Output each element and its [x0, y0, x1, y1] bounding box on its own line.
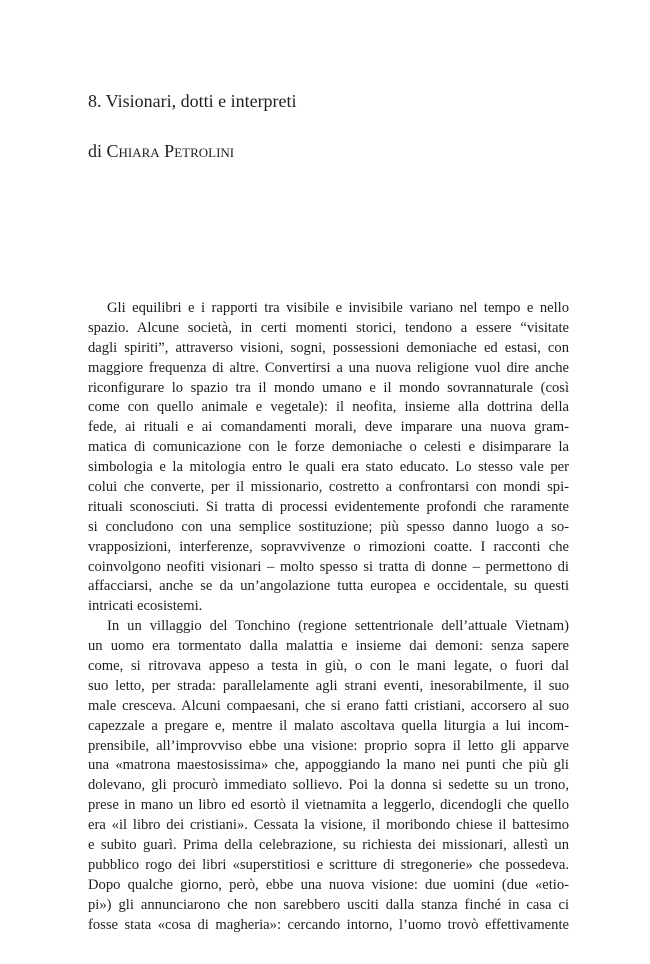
text-line: matica di comunicazione con le forze demoniache o celesti e disimparare la: [88, 439, 569, 456]
body-text: [88, 299, 569, 936]
chapter-author: [88, 140, 234, 162]
text-line: come con quello animale e vegetale): il neofita, insieme alla dottrina della: [88, 399, 569, 416]
text-line: si concludono con una semplice sostituzione; più spesso danno luogo a so-: [88, 518, 569, 535]
text-line: dolevano, gli procurò immediato sollievo. Poi la donna si sedette su un trono,: [88, 777, 569, 794]
text-line: pi») gli annunciarono che non sarebbero usciti dalla stanza finché in casa ci: [88, 896, 569, 913]
text-line: un uomo era tormentato dalla malattia e insieme dai demoni: senza sapere: [88, 638, 569, 655]
text-line: prese in mano un libro ed esortò il vietnamita a leggerlo, dicendogli che quello: [88, 797, 569, 814]
text-line: colui che converte, per il missionario, costretto a confrontarsi con mondi spi-: [88, 479, 569, 496]
text-line: Dopo qualche giorno, però, ebbe una nuova visione: due uomini (due «etio-: [88, 876, 569, 893]
text-line: prensibile, all’improvviso ebbe una visione: proprio sopra il letto gli apparve: [88, 737, 569, 754]
text-line: In un villaggio del Tonchino (regione settentrionale dell’attuale Vietnam): [107, 618, 569, 635]
text-line: e subito guarì. Prima della celebrazione, su richiesta dei missionari, allestì un: [88, 837, 569, 854]
text-line: male cresceva. Alcuni compaesani, che si erano fatti cristiani, accorsero al suo: [88, 697, 569, 714]
text-line: spazio. Alcune società, in certi momenti storici, tendono a essere “visitate: [88, 319, 569, 336]
text-line: simbologia e la mitologia entro le quali era stato educato. Lo stesso vale per: [88, 459, 569, 476]
text-line: rituali sconosciuti. Si tratta di processi evidentemente profondi che raramente: [88, 498, 569, 515]
text-line: capezzale a pregare e, mentre il malato ascoltava quella liturgia a lui incom-: [88, 717, 569, 734]
text-line: vrapposizioni, interferenze, sopravvivenze o rimozioni coatte. I racconti che: [88, 538, 569, 555]
text-line: una «matrona maestosissima» che, appoggiando la mano nei punti che più gli: [88, 757, 569, 774]
text-line: pubblico rogo dei libri «superstitiosi e scritture di stregonerie» che possedeva.: [88, 856, 569, 873]
text-line: fede, ai rituali e ai comandamenti morali, deve imparare una nuova gram-: [88, 419, 569, 436]
text-line: affacciarsi, anche se da un’angolazione tutta europea e occidentale, su questi: [88, 578, 569, 595]
text-line: riconfigurare lo spazio tra il mondo umano e il mondo sovrannaturale (così: [88, 379, 569, 396]
text-line: dagli spiriti”, attraverso visioni, sogni, possessioni demoniache ed estasi, con: [88, 339, 569, 356]
text-line: fosse stata «cosa di magheria»: cercando intorno, l’uomo trovò effettivamente: [88, 916, 569, 933]
author-name: Chiara Petrolini: [106, 141, 235, 161]
text-line: maggiore frequenza di altre. Convertirsi a una nuova religione vuol dire anche: [88, 359, 569, 376]
author-prefix: di: [88, 141, 107, 161]
text-line: suo letto, per strada: parallelamente agli strani eventi, inesorabilmente, il suo: [88, 677, 569, 694]
text-line: coinvolgono neofiti visionari – molto spesso si tratta di donne – permettono di: [88, 558, 569, 575]
text-line: Gli equilibri e i rapporti tra visibile e invisibile variano nel tempo e nello: [107, 300, 569, 316]
paragraph: [88, 299, 569, 617]
paragraph: [88, 617, 569, 935]
chapter-title: 8. Visionari, dotti e interpreti: [88, 91, 297, 111]
text-line: come, si ritrovava appeso a testa in giù, o con le mani legate, o fuori dal: [88, 658, 569, 675]
text-line: era «il libro dei cristiani». Cessata la visione, il moribondo chiese il battesimo: [88, 817, 569, 834]
text-line: intricati ecosistemi.: [88, 598, 203, 615]
